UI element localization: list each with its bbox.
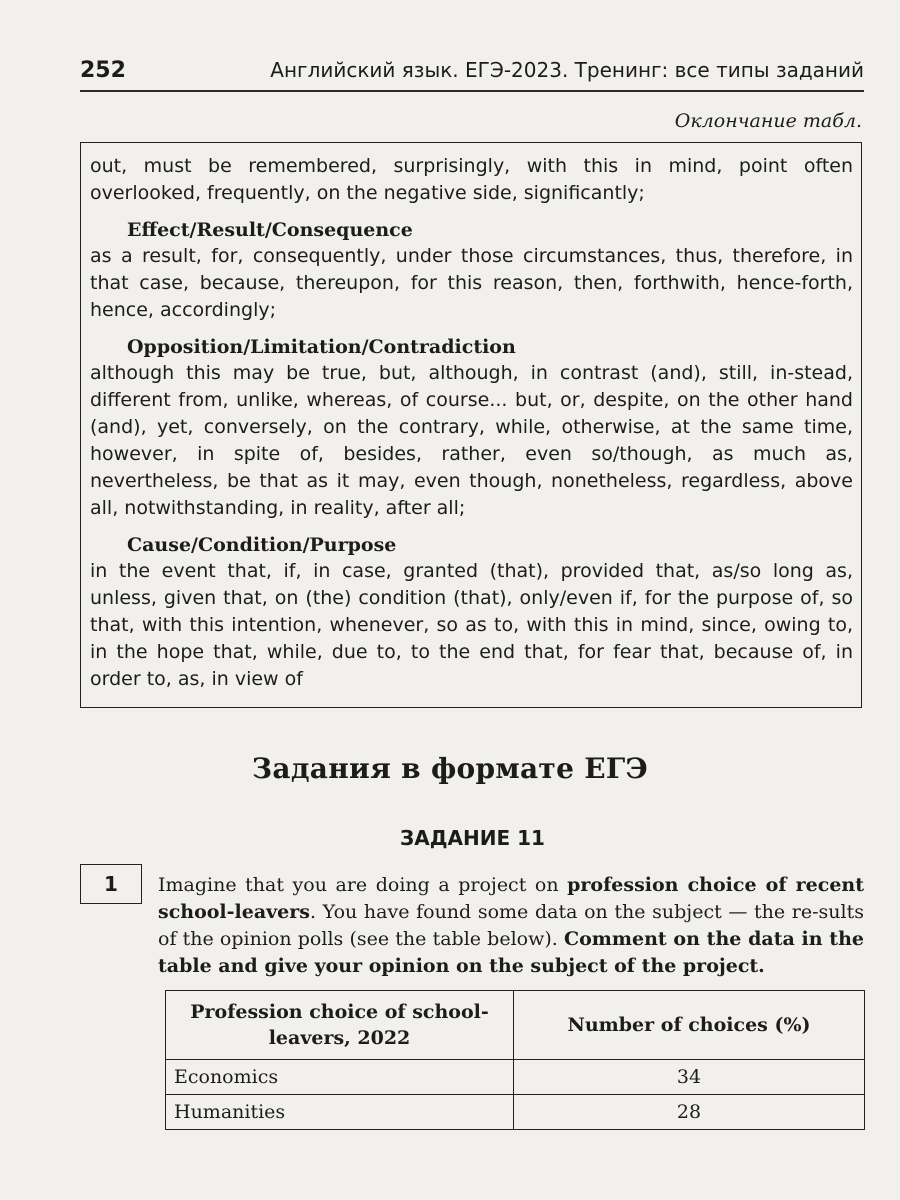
opinion-poll-table [165,990,865,1130]
table-cell: Economics [166,1060,514,1095]
phrase-group-heading: Effect/Result/Consequence [127,219,413,241]
table-cell: 34 [514,1060,865,1095]
phrase-group-text: in the event that, if, in case, granted (that), provided that, as/so long as, unless, given that, on (the) condition (that), only/even if, for the purpose of, so that, with this intention, whenever, so as to, with this in mind, since, owing to, in the hope that, while, due to, to the end that, for fear that, because of, in order to, as, in view of [90,560,853,690]
task-number: 1 [104,872,118,896]
table-row [166,1060,865,1095]
task-text-part: . You have found some data on the subject — the re-sults of the opinion polls (see the table below). [158,901,864,950]
table-continued-label: Оклончание табл. [674,110,862,132]
task-number-box [80,864,142,904]
phrase-group-text: as a result, for, consequently, under those circumstances, thus, therefore, in that case, because, thereupon, for this reason, then, forthwith, hence-forth, hence, accordingly; [90,245,853,321]
running-title: Английский язык. ЕГЭ-2023. Тренинг: все типы заданий [270,58,864,82]
column-header: Profession choice of school-leavers, 2022 [166,991,514,1060]
phrase-group-heading: Opposition/Limitation/Contradiction [127,336,516,358]
phrase-group-text: out, must be remembered, surprisingly, with this in mind, point often overlooked, frequently, on the negative side, significantly; [90,155,853,204]
task-instructions [158,872,864,980]
header-rule [80,90,864,92]
column-header: Number of choices (%) [514,991,865,1060]
phrase-group-heading: Cause/Condition/Purpose [127,534,397,556]
task-title: ЗАДАНИЕ 11 [400,826,545,850]
table-cell: Humanities [166,1095,514,1130]
linking-phrases-table [80,142,862,708]
table-header-row [166,991,865,1060]
phrase-group-text: although this may be true, but, although, in contrast (and), still, in-stead, different from, unlike, whereas, of course... but, or, despite, on the other hand (and), yet, conversely, on the contrary, while, otherwise, at the same time, however, in spite of, besides, rather, even so/though, as much as, nevertheless, be that as it may, even though, nonetheless, regardless, above all, notwithstanding, in reality, after all; [90,362,853,519]
table-cell: 28 [514,1095,865,1130]
task-instruction-bold: Comment on the data in the table and give your opinion on the subject of the project. [158,928,864,977]
task-topic: profession choice of recent school-leavers [158,874,864,923]
page-number: 252 [80,58,126,83]
task-text-part: Imagine that you are doing a project on [158,874,568,896]
table-row [166,1095,865,1130]
section-title: Задания в формате ЕГЭ [251,752,649,785]
